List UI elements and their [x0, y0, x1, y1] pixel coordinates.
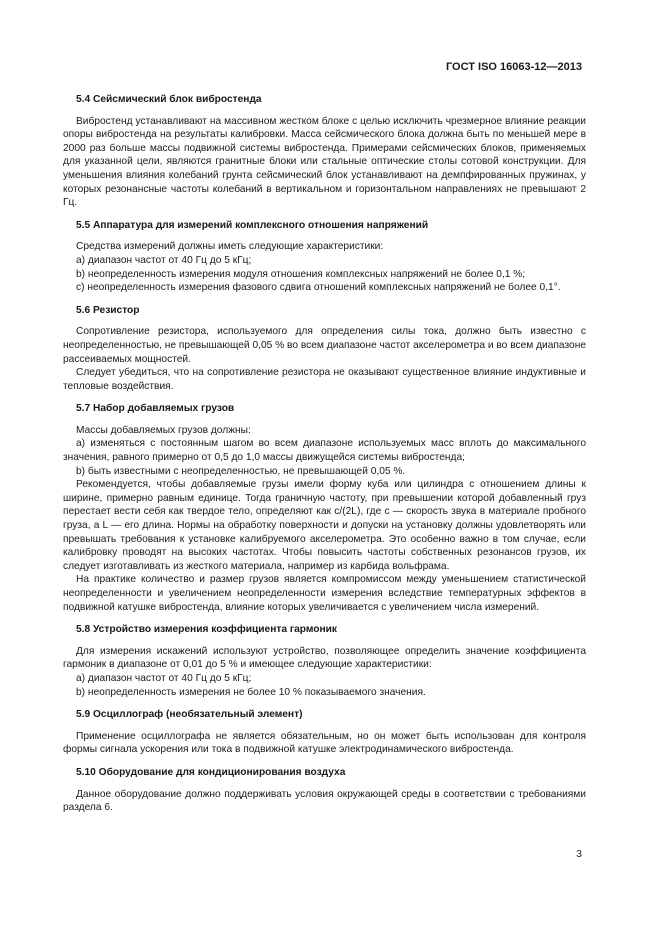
paragraph: Средства измерений должны иметь следующие характеристики:: [76, 241, 384, 253]
list-item: b) неопределенность измерения модуля отношения комплексных напряжений не более 0,1 %;: [76, 268, 526, 280]
section-5-6: [63, 304, 586, 394]
section-5-5: [63, 219, 586, 295]
paragraph: Сопротивление резистора, используемого для определения силы тока, должно быть известно с неопределенностью, не превышающей 0,05 % во всем диапазоне частот акселерометра и во всем диапазоне рассеиваемых мощностей.: [63, 326, 586, 365]
section-5-7: [63, 402, 586, 614]
paragraph: На практике количество и размер грузов является компромиссом между уменьшением статистической неопределенности и увеличением неопределенности измерения вследствие температурных эффектов в подвижной катушке вибростенда, влияние которых увеличивается с увеличением числа измерений.: [63, 574, 586, 613]
list-item: a) диапазон частот от 40 Гц до 5 кГц;: [76, 672, 252, 684]
paragraph: Массы добавляемых грузов должны:: [76, 424, 251, 436]
section-heading: 5.10 Оборудование для кондиционирования воздуха: [76, 766, 346, 778]
section-heading: 5.8 Устройство измерения коэффициента гармоник: [76, 624, 337, 636]
paragraph: Рекомендуется, чтобы добавляемые грузы имели форму куба или цилиндра с отношением длины к ширине, примерно равным единице. Тогда граничную частоту, при превышении которой добавленный груз перестает вести себя как твердое тело, определяют как c/(2L), где c — скорость звука в материале пробного груза, а L — его длина. Нормы на обработку поверхности и допуски на установку должны удовлетворять или превышать требования к установке калибруемого акселерометра. Это особенно важно в том случае, если калибровку проводят на высоких частотах. Чтобы повысить частоты собственных резонансов грузов, их следует изготавливать из жесткого материала, например из карбида вольфрама.: [63, 479, 586, 572]
section-heading: 5.5 Аппаратура для измерений комплексного отношения напряжений: [76, 219, 429, 231]
paragraph: Для измерения искажений используют устройство, позволяющее определить значение коэффициента гармоник в диапазоне от 0,01 до 5 % и имеющее следующие характеристики:: [63, 645, 586, 671]
section-5-10: [63, 766, 586, 815]
section-heading: 5.4 Сейсмический блок вибростенда: [76, 94, 262, 105]
section-5-8: [63, 623, 586, 699]
section-5-4: [63, 93, 586, 210]
paragraph: Вибростенд устанавливают на массивном жестком блоке с целью исключить чрезмерное влияние реакции опоры вибростенда на результаты калибровки. Масса сейсмического блока должна быть по меньшей мере в 2000 раз больше массы подвижной системы вибростенда. Примерами сейсмических блоков, применяемых для указанной цели, являются гранитные блоки или стальные оптические столы сотовой конструкции. Для уменьшения влияния колебаний грунта сейсмический блок устанавливают на демпфированных пружинах, у которых резонансные частоты колебаний в вертикальном и горизонтальном направлениях не превышают 2 Гц.: [63, 115, 586, 209]
list-item: c) неопределенность измерения фазового сдвига отношений комплексных напряжений не более 0,1°.: [76, 282, 561, 294]
list-item: b) неопределенность измерения не более 10 % показываемого значения.: [76, 686, 426, 698]
section-heading: 5.7 Набор добавляемых грузов: [76, 403, 235, 415]
paragraph: Применение осциллографа не является обязательным, но он может быть использован для контроля формы сигнала ускорения или тока в подвижной катушке электродинамического вибростенда.: [63, 730, 586, 756]
list-item: b) быть известными с неопределенностью, не превышающей 0,05 %.: [76, 465, 406, 477]
section-heading: 5.9 Осциллограф (необязательный элемент): [76, 709, 303, 721]
page-number: 3: [576, 848, 582, 860]
list-item: a) диапазон частот от 40 Гц до 5 кГц;: [76, 254, 252, 266]
document-body: [63, 93, 586, 824]
section-5-9: [63, 708, 586, 757]
list-item: a) изменяться с постоянным шагом во всем диапазоне используемых масс вплоть до максимального значения, равного примерно от 0,5 до 1,0 массы движущейся системы вибростенда;: [63, 438, 586, 464]
paragraph: Следует убедиться, что на сопротивление резистора не оказывают существенное влияние индуктивные и тепловые воздействия.: [63, 367, 586, 392]
document-code-header: ГОСТ ISO 16063-12—2013: [445, 61, 582, 73]
section-heading: 5.6 Резистор: [76, 304, 140, 316]
paragraph: Данное оборудование должно поддерживать условия окружающей среды в соответствии с требованиями раздела 6.: [63, 788, 586, 814]
